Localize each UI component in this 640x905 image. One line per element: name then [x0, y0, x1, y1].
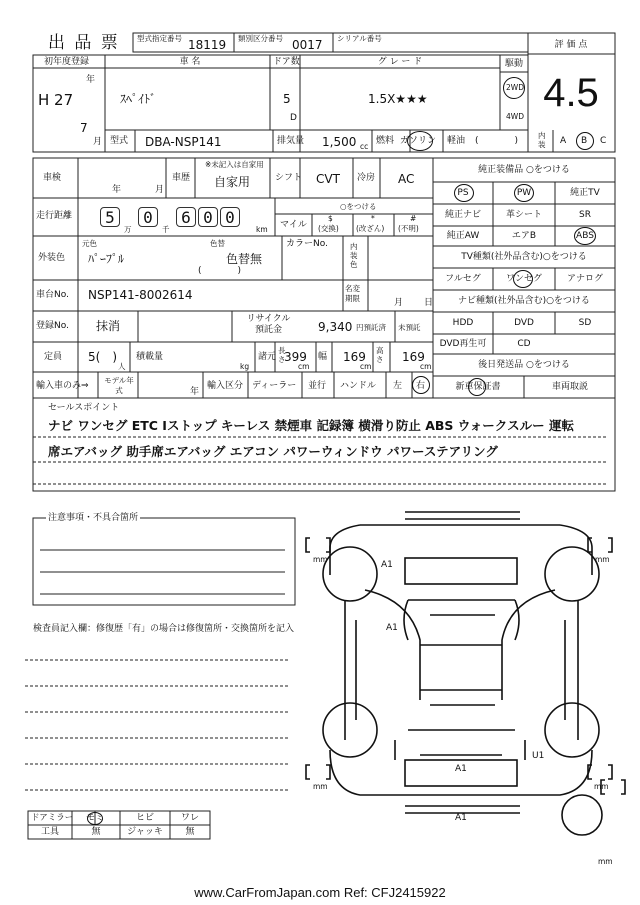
gatsu-label: 月	[93, 137, 103, 147]
navi-dvd: DVD	[514, 318, 534, 328]
damage-mark: A1	[455, 813, 467, 823]
cc-unit: cc	[360, 142, 369, 151]
recycle-value: 9,340	[318, 320, 353, 334]
equip-leather: 革シート	[505, 210, 543, 220]
tv-oneseg: ワンセグ	[505, 274, 543, 284]
fumei-option: (不明)	[398, 224, 419, 233]
serial-label: シリアル番号	[337, 34, 382, 43]
mileage-circle-note: ○をつける	[340, 202, 377, 211]
sales-line-1: ナビ ワンセグ ETC Iストップ キーレス 禁煙車 記録簿 横滑り防止 ABS ウォークスルー 運転	[48, 418, 574, 433]
fuel-label: 燃料	[376, 136, 395, 146]
displacement-value: 1,500	[322, 135, 357, 149]
haba-label: 幅	[318, 352, 328, 362]
equip-pw: PW	[516, 188, 532, 198]
man-unit: 万	[124, 225, 132, 234]
meigi-label: 名変期限	[345, 284, 360, 303]
drive-4wd: 4WD	[506, 112, 524, 121]
color-no-label: カラーNo.	[286, 239, 328, 249]
toroku-label: 登録No.	[36, 321, 69, 331]
teiin-value: 5( )	[88, 350, 117, 364]
height-value: 169	[402, 350, 425, 364]
kg-unit: kg	[240, 362, 250, 371]
equip-navi: 純正ナビ	[444, 210, 482, 220]
kogo-manual: 車両取説	[551, 382, 589, 392]
cm-unit: cm	[420, 362, 432, 371]
damage-mark: U1	[532, 751, 545, 761]
sen-unit: 千	[162, 225, 170, 234]
sales-line-2: 席エアバッグ 助手席エアバッグ エアコン パワーウィンドウ パワーステアリング	[48, 444, 498, 459]
mileage-digit: 0	[220, 207, 240, 227]
mileage-label: 走行距離	[36, 211, 73, 221]
kata-no: 18119	[188, 38, 227, 52]
color-changed-value: 色替無	[226, 252, 263, 266]
mi-takuyo: 未預託	[398, 323, 421, 332]
naiso-b: B	[581, 136, 588, 146]
irokae-label: 色替	[210, 239, 225, 248]
naga-label: 長さ	[278, 346, 286, 364]
inspector-label: 検査員記入欄：修復歴「有」の場合は修復箇所・交換箇所を記入	[33, 624, 295, 634]
door-type: D	[290, 113, 297, 123]
mirror-label: ドアミラー	[31, 813, 74, 823]
jack-value: 無	[185, 827, 195, 837]
car-name-value: ｽﾍﾟｲﾄﾞ	[120, 92, 157, 106]
drive-2wd: 2WD	[506, 83, 524, 92]
grade-label: グ レ ー ド	[377, 57, 423, 67]
km-unit: km	[256, 225, 268, 234]
cm-unit: cm	[360, 362, 372, 371]
cm-unit: cm	[298, 362, 310, 371]
shift-value: CVT	[316, 172, 340, 186]
first-reg-label: 初年度登録	[44, 57, 90, 67]
era-value: H 27	[38, 91, 74, 109]
ware-label: ワレ	[180, 813, 200, 823]
navi-hdd: HDD	[452, 318, 474, 328]
toroku-value: 抹消	[96, 319, 121, 333]
sekisai-label: 積載量	[136, 352, 164, 362]
shaken-nen: 年	[112, 185, 122, 195]
equip-tv: 純正TV	[570, 188, 600, 198]
notes-label: 注意事項・不具合箇所	[48, 513, 139, 523]
yunyu-label: 輸入車のみ⇒	[36, 381, 89, 391]
mileage-digit: 0	[138, 207, 158, 227]
navi-head: ナビ種類(社外品含む)○をつける	[458, 296, 590, 306]
history-value: 自家用	[214, 175, 251, 189]
reibo-label: 冷房	[357, 173, 376, 183]
jack-label: ジャッキ	[127, 827, 163, 837]
damage-mark: A1	[455, 764, 467, 774]
color-paren: ( )	[198, 266, 242, 276]
meigi-hi: 日	[424, 298, 434, 308]
sharp-sym: #	[410, 214, 417, 223]
equip-head: 純正装備品 ○をつける	[478, 165, 570, 175]
equip-ps: PS	[457, 188, 469, 198]
handle-left: 左	[393, 381, 403, 391]
dealer-option: ディーラー	[252, 381, 297, 391]
mile-option: マイル	[280, 220, 307, 230]
tv-head: TV種類(社外品含む)○をつける	[461, 252, 587, 262]
kogo-warranty: 新車保証書	[455, 382, 501, 392]
fuel-value: ガソリン	[400, 136, 437, 146]
drive-label: 駆動	[505, 59, 524, 69]
width-value: 169	[343, 350, 366, 364]
naiso-label: 内装	[538, 131, 546, 149]
star-sym: *	[371, 214, 375, 223]
zanzan-option: (改ざん)	[356, 224, 385, 233]
navi-sd: SD	[578, 318, 592, 328]
car-diagram	[306, 512, 625, 835]
naisoshoku-label: 内装色	[350, 242, 358, 269]
doors-label: ドア数	[273, 57, 300, 67]
motoiro-label: 元色	[82, 239, 97, 248]
shift-label: シフト	[275, 173, 303, 183]
ac-value: AC	[398, 172, 415, 186]
hyoka-label: 評 価 点	[554, 40, 588, 50]
ruibetsu-no: 0017	[292, 38, 323, 52]
nen-label: 年	[86, 75, 96, 85]
footer-ref: www.CarFromJapan.com Ref: CFJ2415922	[194, 885, 446, 900]
doors-value: 5	[283, 92, 291, 106]
equip-sr: SR	[579, 210, 591, 220]
handle-right: 右	[416, 381, 426, 391]
model-nen-label: モデル年式	[104, 376, 134, 395]
sales-label: セールスポイント	[48, 403, 120, 413]
handle-label: ハンドル	[340, 381, 377, 391]
car-name-label: 車 名	[179, 57, 201, 67]
kata-label: 型式指定番号	[137, 34, 182, 43]
taka-label: 高さ	[376, 346, 384, 364]
katashiki-value: DBA-NSP141	[145, 135, 222, 149]
chassis-label: 車台No.	[36, 290, 69, 300]
keiyu-label: 軽油	[447, 136, 466, 146]
teiin-label: 定員	[44, 352, 63, 362]
shareki-label: 車歴	[172, 173, 191, 183]
katashiki-label: 型式	[110, 136, 129, 146]
month-value: 7	[80, 121, 88, 135]
naiso-a: A	[560, 136, 567, 146]
model-nen-unit: 年	[190, 387, 200, 397]
form-title: 出 品 票	[48, 33, 120, 53]
mileage-digit: 0	[198, 207, 218, 227]
mm-label: mm	[313, 782, 328, 791]
recycle-label: リサイクル預託金	[246, 314, 291, 335]
mirror-value: モミ	[85, 813, 105, 823]
heiko-option: 並行	[308, 381, 327, 391]
gaisoshoku-label: 外装色	[38, 253, 66, 263]
yunyu-kubun-label: 輸入区分	[207, 381, 244, 391]
chassis-value: NSP141-8002614	[88, 288, 193, 302]
damage-mark: A1	[386, 623, 398, 633]
dollar-sym: $	[328, 214, 333, 223]
score-value: 4.5	[543, 71, 599, 115]
equip-aw: 純正AW	[446, 231, 480, 241]
recycle-unit: 円預託済	[356, 323, 386, 332]
length-value: 399	[284, 350, 307, 364]
tv-fullseg: フルセグ	[445, 274, 481, 284]
naiso-c: C	[600, 136, 607, 146]
koukan-option: (交換)	[318, 224, 339, 233]
shaken-tsuki: 月	[155, 185, 165, 195]
ruibetsu-label: 類別区分番号	[238, 34, 283, 43]
keiyu-paren: ( )	[475, 136, 519, 146]
haiki-label: 排気量	[277, 136, 305, 146]
mm-label: mm	[595, 555, 610, 564]
color-value: ﾊﾟｰﾌﾟﾙ	[88, 252, 125, 266]
shaken-label: 車検	[43, 173, 62, 183]
shogen-label: 諸元	[258, 352, 277, 362]
mm-label: mm	[313, 555, 328, 564]
mileage-digit: 6	[176, 207, 196, 227]
mileage-digit: 5	[100, 207, 120, 227]
hibi-label: ヒビ	[135, 813, 155, 823]
mm-label: mm	[594, 782, 609, 791]
equip-abs: ABS	[576, 231, 594, 241]
tv-analog: アナログ	[566, 274, 604, 284]
dvd-cd: CD	[517, 339, 531, 349]
mm-label: mm	[598, 857, 613, 866]
grade-value: 1.5X★★★	[368, 92, 428, 106]
shareki-note: ※未記入は自家用	[205, 160, 264, 169]
equip-airbag: エアB	[511, 231, 537, 241]
nin-unit: 人	[118, 362, 126, 371]
meigi-getsu: 月	[394, 298, 404, 308]
kogo-head: 後日発送品 ○をつける	[478, 360, 570, 370]
dvd-label: DVD再生可	[439, 339, 487, 349]
kogu-value: 無	[91, 827, 101, 837]
damage-mark: A1	[381, 560, 393, 570]
kogu-label: 工具	[40, 827, 60, 837]
